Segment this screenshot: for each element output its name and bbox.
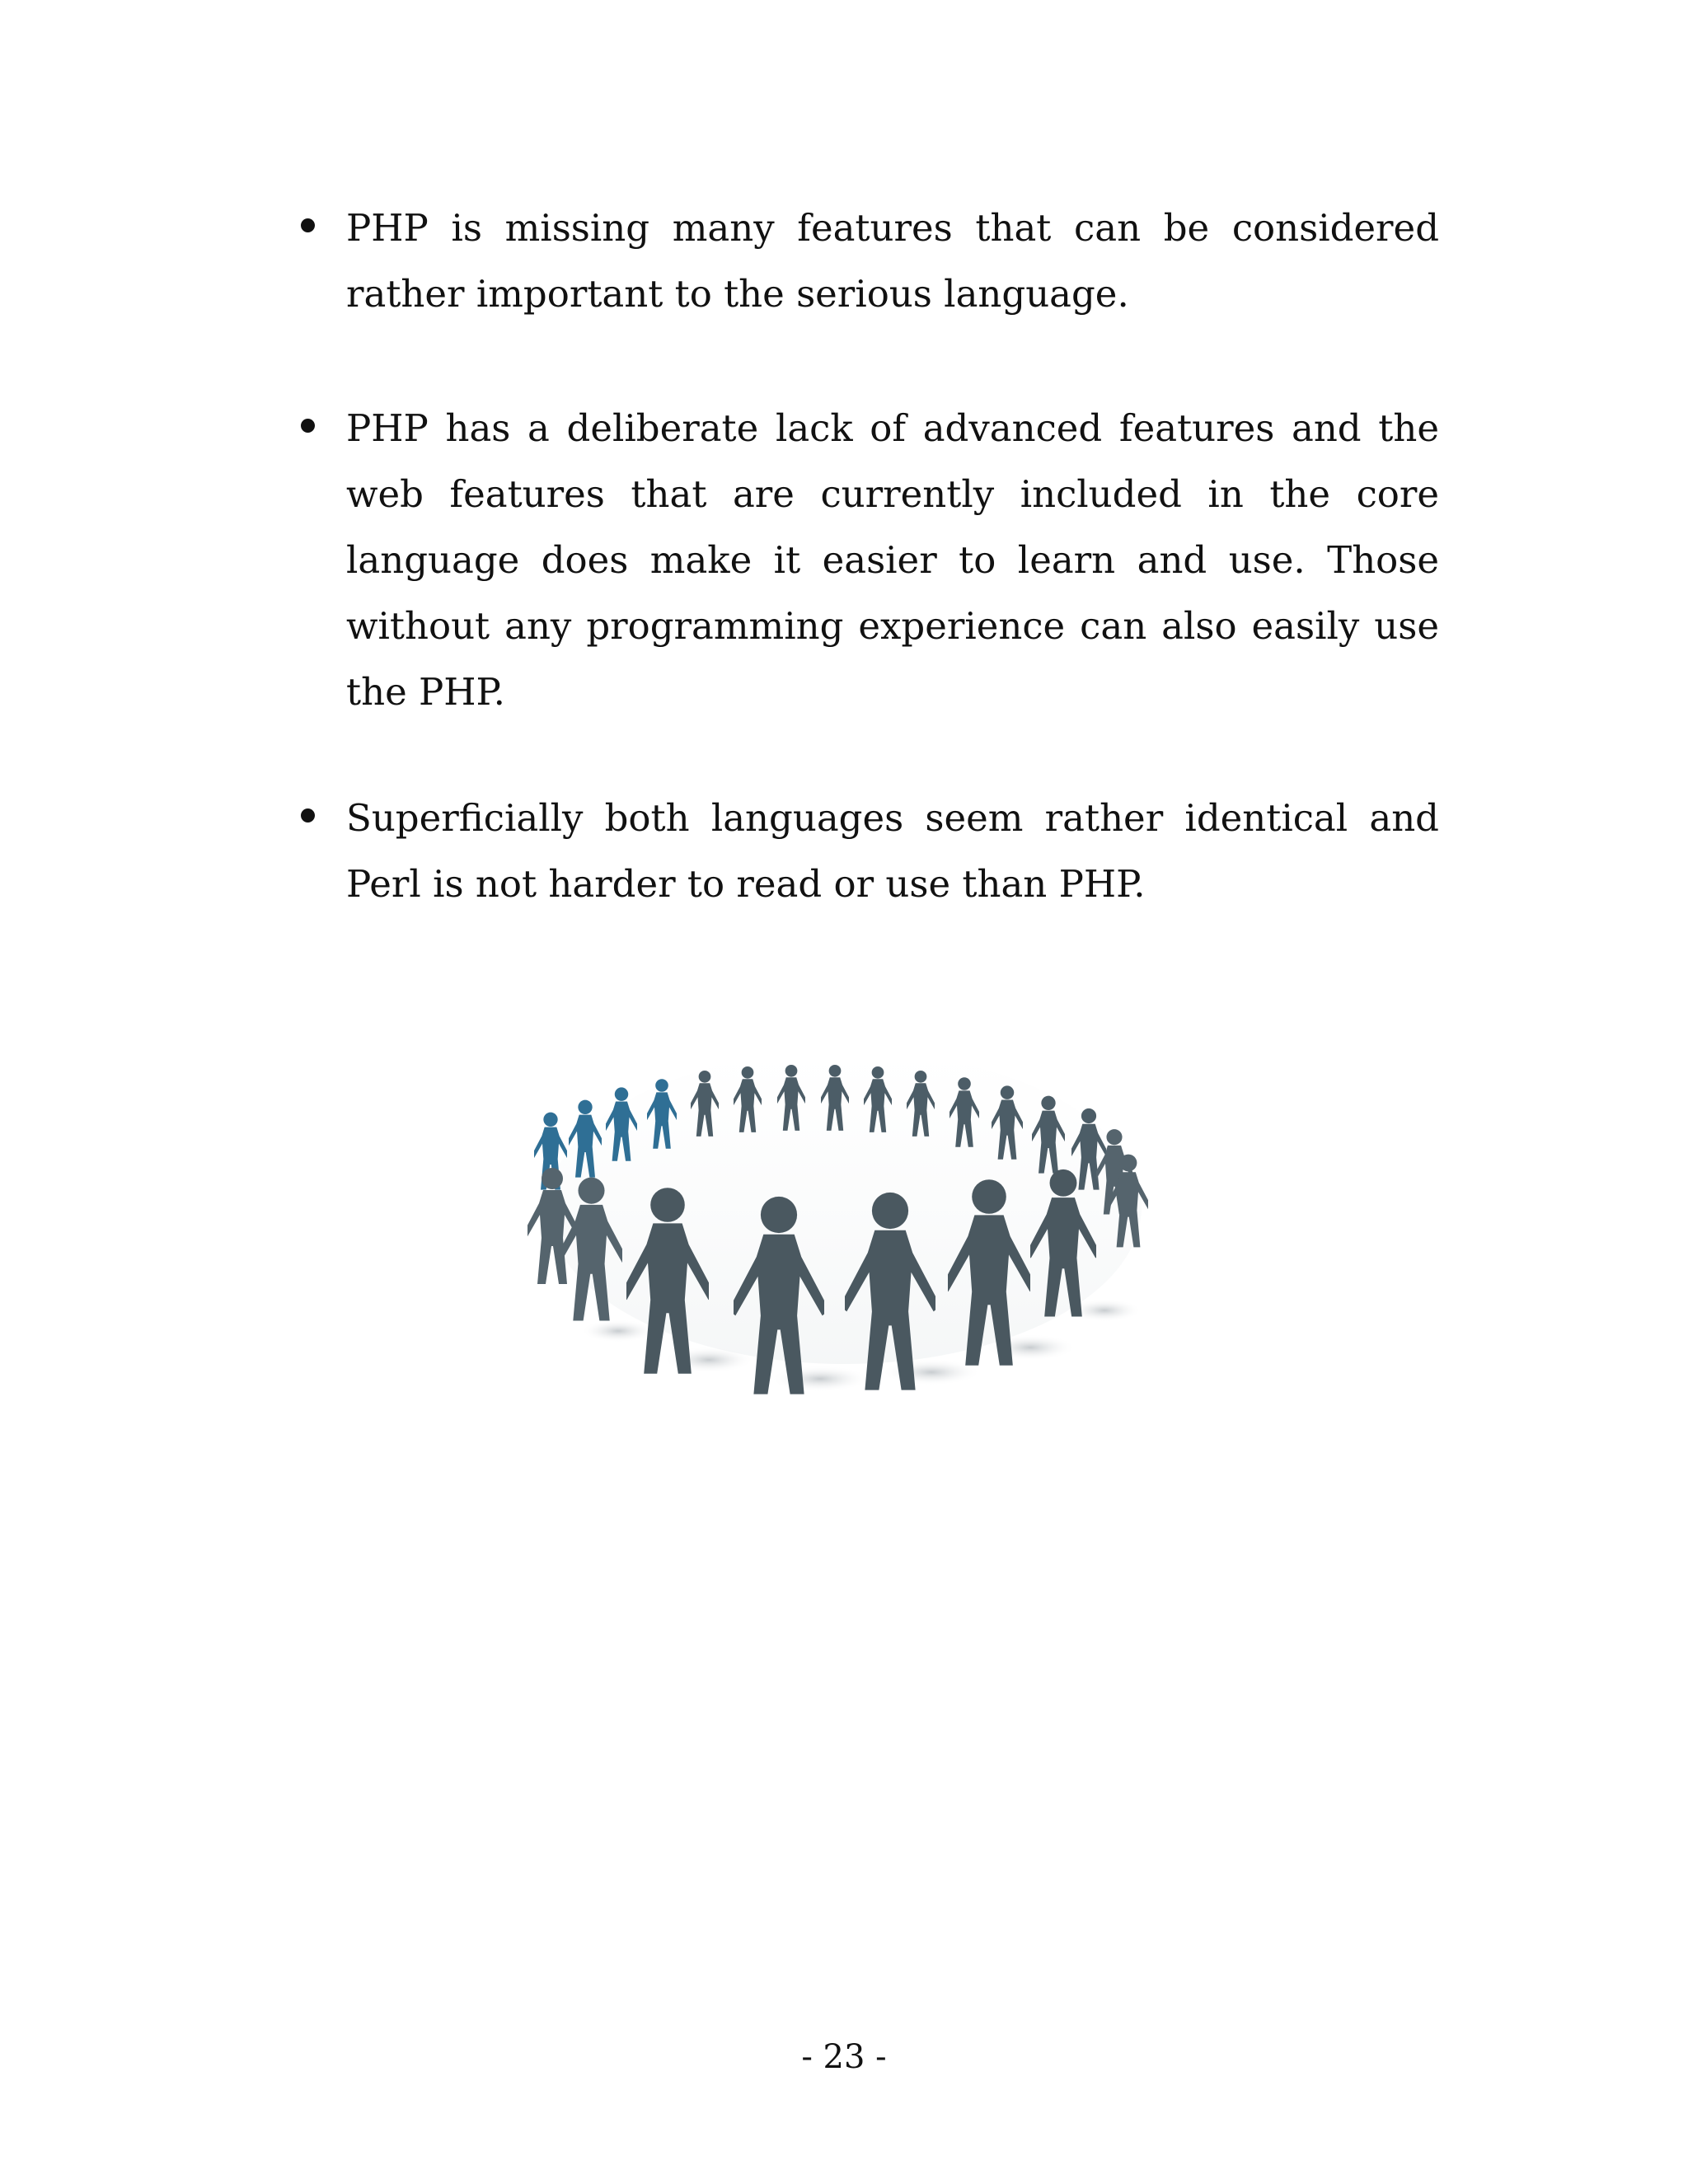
- bullet-dot-icon: [301, 218, 315, 232]
- bullet-text-1: PHP is missing many features that can be considered rather important to the serious language.: [346, 206, 1439, 316]
- circle-of-people-icon: [528, 985, 1162, 1430]
- bullet-text-2: PHP has a deliberate lack of advanced features and the web features that are currently included in the core language does make it easier to learn and use. Those without any programming experience can also easily use the PHP.: [346, 406, 1439, 714]
- bullet-dot-icon: [301, 808, 315, 823]
- bullet-item-2: [346, 396, 1439, 725]
- page-number: - 23 -: [801, 2038, 887, 2076]
- bullet-item-3: [346, 785, 1439, 917]
- bullet-item-1: [346, 195, 1439, 327]
- bullet-dot-icon: [301, 419, 315, 433]
- bullet-text-3: Superficially both languages seem rather identical and Perl is not harder to read or use than PHP.: [346, 796, 1439, 906]
